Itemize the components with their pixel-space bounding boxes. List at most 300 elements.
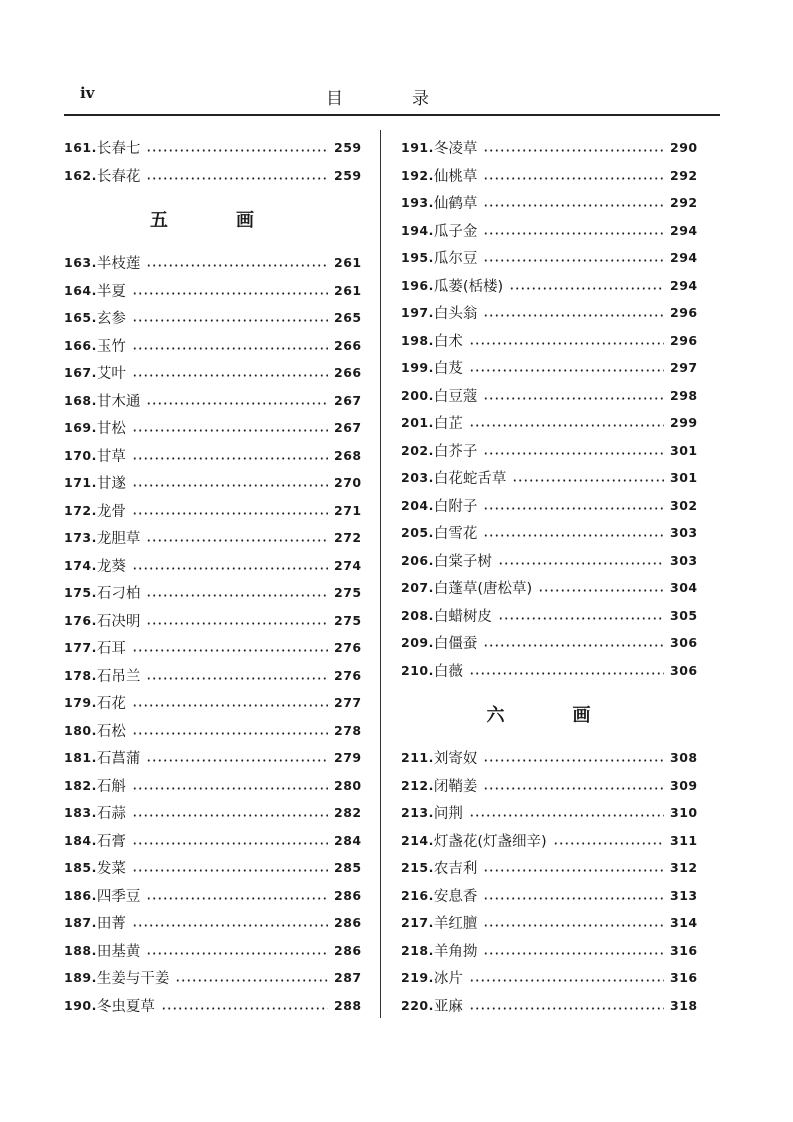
toc-entry (64, 277, 360, 305)
entry-title: 刘寄奴 (433, 751, 478, 768)
entry-page: 296 (670, 332, 698, 348)
entry-number: 188. (64, 942, 97, 958)
toc-entry (401, 992, 696, 1020)
dot-leader (146, 594, 328, 597)
entry-title: 艾叶 (96, 366, 126, 383)
dot-leader (483, 897, 664, 900)
entry-title: 瓜蒌(栝楼) (433, 278, 504, 295)
entry-number: 197. (401, 305, 434, 321)
entry-number: 180. (64, 722, 97, 738)
entry-page: 304 (670, 580, 698, 596)
entry-number: 205. (401, 525, 434, 541)
dot-leader (132, 457, 328, 460)
dot-leader (483, 952, 664, 955)
toc-entry (401, 134, 696, 162)
dot-leader (132, 347, 328, 350)
dot-leader (175, 979, 328, 982)
entry-title: 白术 (433, 333, 463, 350)
entry-number: 216. (401, 887, 434, 903)
toc-entry (64, 662, 360, 690)
toc-entry (401, 382, 696, 410)
dot-leader (483, 787, 664, 790)
entry-title: 安息香 (433, 888, 478, 905)
toc-entry (64, 162, 360, 190)
toc-entry (401, 547, 696, 575)
toc-column-left (64, 134, 360, 1019)
toc-entry (64, 964, 360, 992)
toc-entry (401, 937, 696, 965)
entry-page: 302 (670, 497, 698, 513)
entry-page: 294 (670, 222, 698, 238)
entry-page: 286 (334, 942, 362, 958)
entry-number: 200. (401, 387, 434, 403)
entry-title: 半枝莲 (96, 256, 141, 273)
entry-page: 299 (670, 415, 698, 431)
toc-entry (401, 464, 696, 492)
dot-leader (483, 644, 664, 647)
entry-number: 209. (401, 635, 434, 651)
entry-title: 石菖蒲 (96, 751, 141, 768)
dot-leader (469, 814, 664, 817)
entry-title: 石刁柏 (96, 586, 141, 603)
entry-page: 285 (334, 860, 362, 876)
column-divider (380, 130, 381, 1018)
entry-number: 173. (64, 530, 97, 546)
toc-entry (64, 304, 360, 332)
toc-entry (401, 492, 696, 520)
dot-leader (132, 512, 328, 515)
dot-leader (146, 622, 328, 625)
entry-number: 170. (64, 447, 97, 463)
toc-entry (64, 469, 360, 497)
toc-entry (401, 244, 696, 272)
dot-leader (132, 292, 328, 295)
entry-page: 278 (334, 722, 362, 738)
toc-entry (401, 657, 696, 685)
dot-leader (538, 589, 664, 592)
entry-title: 龙骨 (96, 503, 126, 520)
entry-number: 183. (64, 805, 97, 821)
entry-page: 272 (334, 530, 362, 546)
toc-entry (401, 299, 696, 327)
entry-number: 219. (401, 970, 434, 986)
entry-title: 石松 (96, 723, 126, 740)
toc-entry (401, 162, 696, 190)
entry-number: 177. (64, 640, 97, 656)
entry-title: 白芥子 (433, 443, 478, 460)
toc-entry (401, 629, 696, 657)
entry-title: 玉竹 (96, 338, 126, 355)
entry-number: 210. (401, 662, 434, 678)
entry-number: 212. (401, 777, 434, 793)
dot-leader (146, 539, 328, 542)
entry-number: 213. (401, 805, 434, 821)
entry-page: 274 (334, 557, 362, 573)
toc-entry (64, 689, 360, 717)
entry-page: 292 (670, 167, 698, 183)
toc-entry (64, 717, 360, 745)
entry-page: 316 (670, 942, 698, 958)
entry-number: 195. (401, 250, 434, 266)
toc-entry (401, 854, 696, 882)
section-heading-char: 画 (572, 705, 591, 726)
entry-page: 275 (334, 612, 362, 628)
entry-number: 211. (401, 750, 434, 766)
dot-leader (146, 402, 328, 405)
entry-page: 310 (670, 805, 698, 821)
dot-leader (469, 1007, 664, 1010)
dot-leader (483, 149, 664, 152)
toc-entry (64, 332, 360, 360)
toc-entry (64, 909, 360, 937)
entry-page: 277 (334, 695, 362, 711)
entry-number: 204. (401, 497, 434, 513)
dot-leader (469, 424, 664, 427)
entry-page: 270 (334, 475, 362, 491)
entry-title: 石膏 (96, 833, 126, 850)
entry-title: 半夏 (96, 283, 126, 300)
toc-entry (64, 772, 360, 800)
entry-title: 冬凌草 (433, 141, 478, 158)
entry-title: 石斛 (96, 778, 126, 795)
entry-title: 白芨 (433, 361, 463, 378)
entry-page: 286 (334, 915, 362, 931)
entry-title: 白头翁 (433, 306, 478, 323)
entry-number: 190. (64, 997, 97, 1013)
entry-title: 石蒜 (96, 806, 126, 823)
dot-leader (132, 319, 328, 322)
dot-leader (132, 732, 328, 735)
entry-number: 189. (64, 970, 97, 986)
entry-number: 178. (64, 667, 97, 683)
dot-leader (132, 869, 328, 872)
entry-page: 280 (334, 777, 362, 793)
entry-number: 175. (64, 585, 97, 601)
entry-page: 288 (334, 997, 362, 1013)
entry-title: 田菁 (96, 916, 126, 933)
entry-title: 石耳 (96, 641, 126, 658)
entry-title: 龙葵 (96, 558, 126, 575)
toc-entry (401, 409, 696, 437)
dot-leader (498, 562, 664, 565)
toc-entry (64, 552, 360, 580)
entry-title: 白附子 (433, 498, 478, 515)
toc-entry (401, 744, 696, 772)
entry-number: 218. (401, 942, 434, 958)
entry-page: 259 (334, 167, 362, 183)
dot-leader (483, 507, 664, 510)
entry-page: 308 (670, 750, 698, 766)
entry-title: 发菜 (96, 861, 126, 878)
entry-page: 275 (334, 585, 362, 601)
toc-column-right (401, 134, 696, 1019)
entry-title: 瓜子金 (433, 223, 478, 240)
dot-leader (469, 369, 664, 372)
entry-title: 农吉利 (433, 861, 478, 878)
entry-number: 186. (64, 887, 97, 903)
entry-page: 314 (670, 915, 698, 931)
dot-leader (483, 869, 664, 872)
entry-number: 181. (64, 750, 97, 766)
entry-title: 玄参 (96, 311, 126, 328)
entry-page: 301 (670, 470, 698, 486)
entry-page: 306 (670, 635, 698, 651)
dot-leader (146, 177, 328, 180)
entry-title: 冰片 (433, 971, 463, 988)
entry-number: 182. (64, 777, 97, 793)
dot-leader (483, 177, 664, 180)
dot-leader (469, 672, 664, 675)
dot-leader (509, 287, 664, 290)
toc-entry (401, 964, 696, 992)
section-heading-six-strokes (401, 684, 696, 744)
toc-entry (64, 134, 360, 162)
entry-title: 闭鞘姜 (433, 778, 478, 795)
entry-title: 长春花 (96, 168, 141, 185)
page-title-char-1: 目 (326, 89, 343, 109)
entry-title: 石吊兰 (96, 668, 141, 685)
dot-leader (469, 342, 664, 345)
entry-page: 296 (670, 305, 698, 321)
entry-number: 193. (401, 195, 434, 211)
dot-leader (512, 479, 664, 482)
toc-entry (401, 437, 696, 465)
entry-page: 298 (670, 387, 698, 403)
entry-number: 192. (401, 167, 434, 183)
page-title-char-2: 录 (412, 89, 429, 109)
dot-leader (132, 429, 328, 432)
toc-entry (64, 359, 360, 387)
dot-leader (483, 259, 664, 262)
entry-number: 202. (401, 442, 434, 458)
entry-number: 162. (64, 167, 97, 183)
toc-entry (401, 354, 696, 382)
entry-number: 208. (401, 607, 434, 623)
toc-entry (401, 217, 696, 245)
entry-title: 石决明 (96, 613, 141, 630)
dot-leader (483, 759, 664, 762)
entry-title: 田基黄 (96, 943, 141, 960)
entry-page: 290 (670, 140, 698, 156)
toc-group (401, 744, 696, 1019)
entry-page: 294 (670, 277, 698, 293)
dot-leader (483, 232, 664, 235)
entry-page: 265 (334, 310, 362, 326)
toc-entry (401, 602, 696, 630)
entry-number: 199. (401, 360, 434, 376)
dot-leader (146, 952, 328, 955)
toc-entry (64, 249, 360, 277)
dot-leader (483, 452, 664, 455)
toc-entry (64, 387, 360, 415)
entry-page: 318 (670, 997, 698, 1013)
entry-number: 167. (64, 365, 97, 381)
entry-title: 问荆 (433, 806, 463, 823)
toc-entry (64, 992, 360, 1020)
entry-number: 207. (401, 580, 434, 596)
entry-title: 甘遂 (96, 476, 126, 493)
dot-leader (553, 842, 664, 845)
entry-page: 297 (670, 360, 698, 376)
entry-title: 甘松 (96, 421, 126, 438)
entry-page: 287 (334, 970, 362, 986)
entry-page: 267 (334, 420, 362, 436)
dot-leader (132, 649, 328, 652)
toc-entry (64, 882, 360, 910)
section-heading-five-strokes (64, 189, 360, 249)
dot-leader (132, 842, 328, 845)
entry-title: 龙胆草 (96, 531, 141, 548)
entry-page: 292 (670, 195, 698, 211)
entry-title: 长春七 (96, 141, 141, 158)
entry-number: 198. (401, 332, 434, 348)
entry-page: 286 (334, 887, 362, 903)
dot-leader (498, 617, 664, 620)
entry-number: 217. (401, 915, 434, 931)
entry-title: 羊角拗 (433, 943, 478, 960)
entry-page: 279 (334, 750, 362, 766)
toc-entry (64, 579, 360, 607)
entry-number: 176. (64, 612, 97, 628)
entry-page: 301 (670, 442, 698, 458)
toc-entry (64, 854, 360, 882)
header-rule (64, 114, 720, 116)
entry-page: 282 (334, 805, 362, 821)
dot-leader (161, 1007, 328, 1010)
entry-number: 185. (64, 860, 97, 876)
dot-leader (146, 149, 328, 152)
entry-number: 174. (64, 557, 97, 573)
entry-title: 四季豆 (96, 888, 141, 905)
toc-entry (64, 414, 360, 442)
entry-page: 276 (334, 640, 362, 656)
toc-entry (64, 497, 360, 525)
entry-number: 172. (64, 502, 97, 518)
entry-title: 冬虫夏草 (96, 998, 155, 1015)
entry-page: 313 (670, 887, 698, 903)
entry-number: 214. (401, 832, 434, 848)
entry-page: 261 (334, 255, 362, 271)
entry-page: 303 (670, 552, 698, 568)
dot-leader (132, 704, 328, 707)
dot-leader (146, 264, 328, 267)
toc-group (64, 249, 360, 1019)
entry-number: 161. (64, 140, 97, 156)
entry-number: 171. (64, 475, 97, 491)
entry-number: 166. (64, 337, 97, 353)
dot-leader (483, 397, 664, 400)
section-heading-char: 五 (150, 210, 168, 231)
toc-group (401, 134, 696, 684)
dot-leader (132, 374, 328, 377)
toc-entry (401, 827, 696, 855)
toc-entry (64, 607, 360, 635)
entry-page: 266 (334, 365, 362, 381)
entry-title: 仙桃草 (433, 168, 478, 185)
dot-leader (132, 787, 328, 790)
toc-entry (401, 772, 696, 800)
entry-number: 206. (401, 552, 434, 568)
entry-title: 白花蛇舌草 (433, 471, 507, 488)
toc-entry (401, 327, 696, 355)
toc-entry (401, 574, 696, 602)
entry-page: 271 (334, 502, 362, 518)
entry-number: 169. (64, 420, 97, 436)
entry-title: 甘木通 (96, 393, 141, 410)
entry-title: 白雪花 (433, 526, 478, 543)
entry-title: 甘草 (96, 448, 126, 465)
toc-entry (64, 937, 360, 965)
entry-number: 201. (401, 415, 434, 431)
dot-leader (483, 924, 664, 927)
entry-title: 白僵蚕 (433, 636, 478, 653)
entry-title: 灯盏花(灯盏细辛) (433, 833, 547, 850)
entry-title: 亚麻 (433, 998, 463, 1015)
dot-leader (132, 567, 328, 570)
entry-title: 白薇 (433, 663, 463, 680)
entry-title: 白蜡树皮 (433, 608, 492, 625)
entry-title: 羊红膻 (433, 916, 478, 933)
entry-title: 仙鹤草 (433, 196, 478, 213)
dot-leader (483, 204, 664, 207)
entry-title: 白棠子树 (433, 553, 492, 570)
dot-leader (469, 979, 664, 982)
entry-number: 165. (64, 310, 97, 326)
entry-title: 白蓬草(唐松草) (433, 581, 533, 598)
entry-title: 白豆蔻 (433, 388, 478, 405)
entry-number: 184. (64, 832, 97, 848)
toc-entry (64, 524, 360, 552)
entry-number: 220. (401, 997, 434, 1013)
entry-title: 石花 (96, 696, 126, 713)
entry-page: 261 (334, 282, 362, 298)
dot-leader (146, 897, 328, 900)
entry-page: 305 (670, 607, 698, 623)
dot-leader (132, 814, 328, 817)
entry-number: 203. (401, 470, 434, 486)
dot-leader (132, 484, 328, 487)
entry-page: 312 (670, 860, 698, 876)
entry-page: 309 (670, 777, 698, 793)
dot-leader (146, 759, 328, 762)
dot-leader (132, 924, 328, 927)
toc-entry (64, 744, 360, 772)
dot-leader (483, 534, 664, 537)
toc-entry (64, 634, 360, 662)
entry-page: 306 (670, 662, 698, 678)
entry-number: 163. (64, 255, 97, 271)
toc-group (64, 134, 360, 189)
dot-leader (146, 677, 328, 680)
section-heading-char: 画 (236, 210, 254, 231)
entry-page: 311 (670, 832, 698, 848)
entry-page: 259 (334, 140, 362, 156)
page-number: iv (80, 84, 95, 102)
entry-number: 168. (64, 392, 97, 408)
entry-page: 267 (334, 392, 362, 408)
toc-entry (64, 442, 360, 470)
entry-page: 276 (334, 667, 362, 683)
entry-page: 316 (670, 970, 698, 986)
entry-title: 白芷 (433, 416, 463, 433)
entry-number: 187. (64, 915, 97, 931)
toc-entry (64, 827, 360, 855)
dot-leader (483, 314, 664, 317)
section-heading-char: 六 (486, 705, 505, 726)
entry-page: 268 (334, 447, 362, 463)
toc-entry (401, 272, 696, 300)
entry-page: 294 (670, 250, 698, 266)
